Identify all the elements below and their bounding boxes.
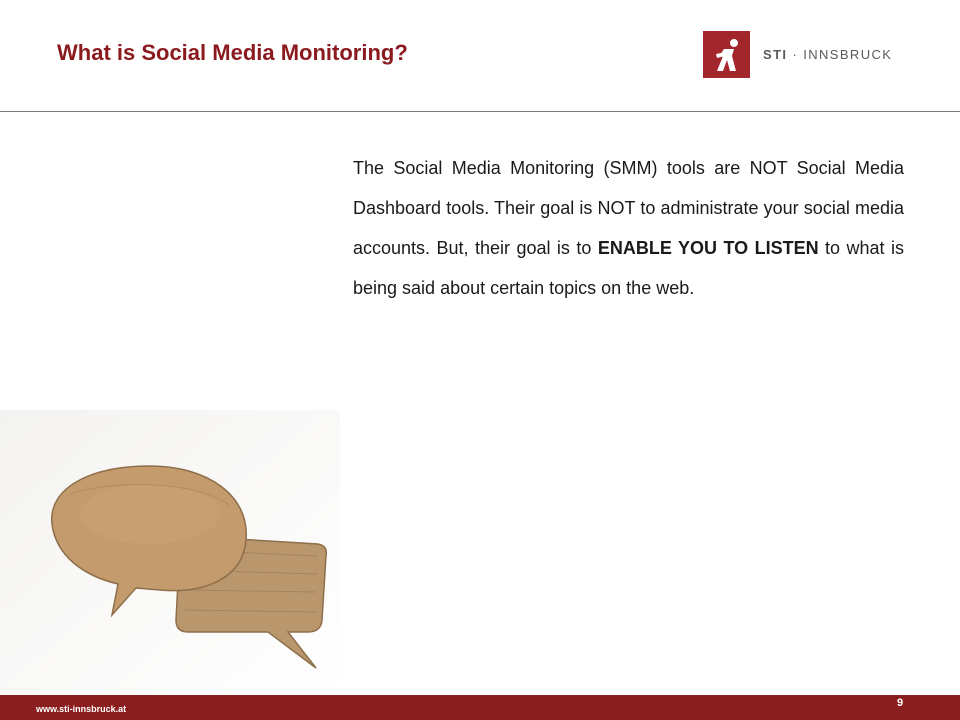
body-text-emphasis: ENABLE YOU TO LISTEN [597,238,819,258]
logo-text [763,47,892,62]
title-divider [0,111,960,112]
logo-brand-rest: · INNSBRUCK [787,47,893,62]
body-text-after: to what is being said about certain topics on the web. [353,238,904,298]
page-number: 9 [897,697,904,709]
speech-bubbles-image [0,410,340,700]
footer-bar [0,695,960,720]
logo-brand-bold: STI [763,47,788,62]
slide-title: What is Social Media Monitoring? [57,40,408,65]
body-text-before: The Social Media Monitoring (SMM) tools are NOT Social Media Dashboard tools. Their goal is NOT to administrate your social media accounts. But, their goal is to [353,158,904,258]
footer-url[interactable]: www.sti-innsbruck.at [36,704,127,714]
sti-person-icon [703,31,750,78]
sti-innsbruck-logo [703,31,892,78]
body-paragraph [353,148,904,308]
